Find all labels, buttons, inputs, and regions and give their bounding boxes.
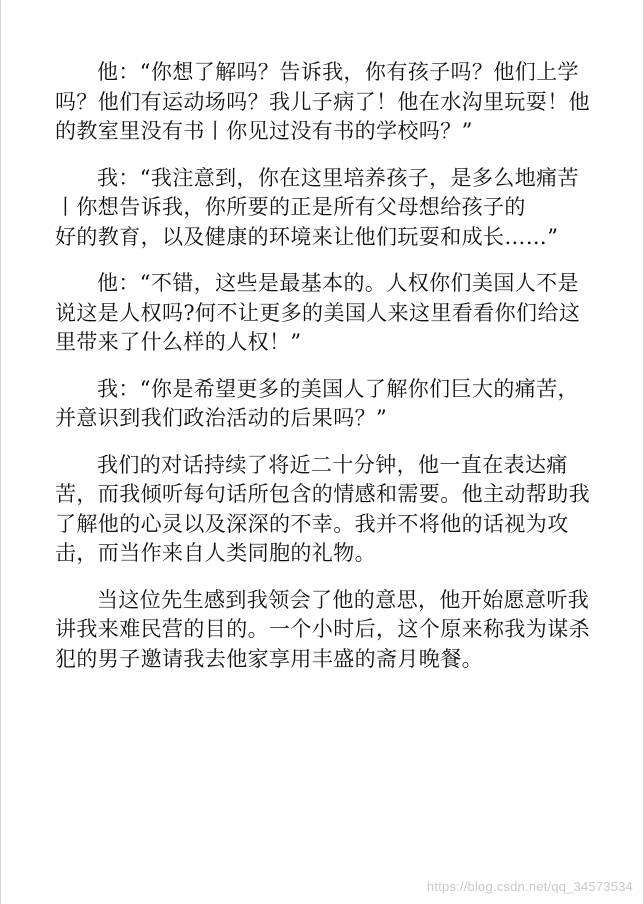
paragraph-5: 我们的对话持续了将近二十分钟，他一直在表达痛苦，而我倾听每句话所包含的情感和需要。他主动帮助我了解他的心灵以及深深的不幸。我并不将他的话视为攻击，而当作来自人类同胞的礼物。 (55, 452, 590, 565)
paragraph-1: 他：“你想了解吗？告诉我，你有孩子吗？他们上学吗？他们有运动场吗？我儿子病了！他在水沟里玩耍！他的教室里没有书丨你见过没有书的学校吗？” (55, 60, 590, 143)
paragraph-6: 当这位先生感到我领会了他的意思，他开始愿意听我讲我来难民营的目的。一个小时后，这个原来称我为谋杀犯的男子邀请我去他家享用丰盛的斋月晚餐。 (55, 587, 590, 671)
source-watermark: https://blog.csdn.net/qq_34573534 (426, 879, 633, 894)
paragraph-2: 我：“我注意到，你在这里培养孩子，是多么地痛苦丨你想告诉我，你所要的正是所有父母想给孩子的 好的教育，以及健康的环境来让他们玩耍和成长……” (55, 165, 591, 249)
paragraph-4: 我：“你是希望更多的美国人了解你们巨大的痛苦，并意识到我们政治活动的后果吗？” (55, 376, 579, 430)
paragraph-3: 他：“不错，这些是最基本的。人权你们美国人不是说这是人权吗?何不让更多的美国人来这里看看你们给这里带来了什么样的人权！” (55, 271, 581, 354)
document-body (55, 58, 595, 691)
